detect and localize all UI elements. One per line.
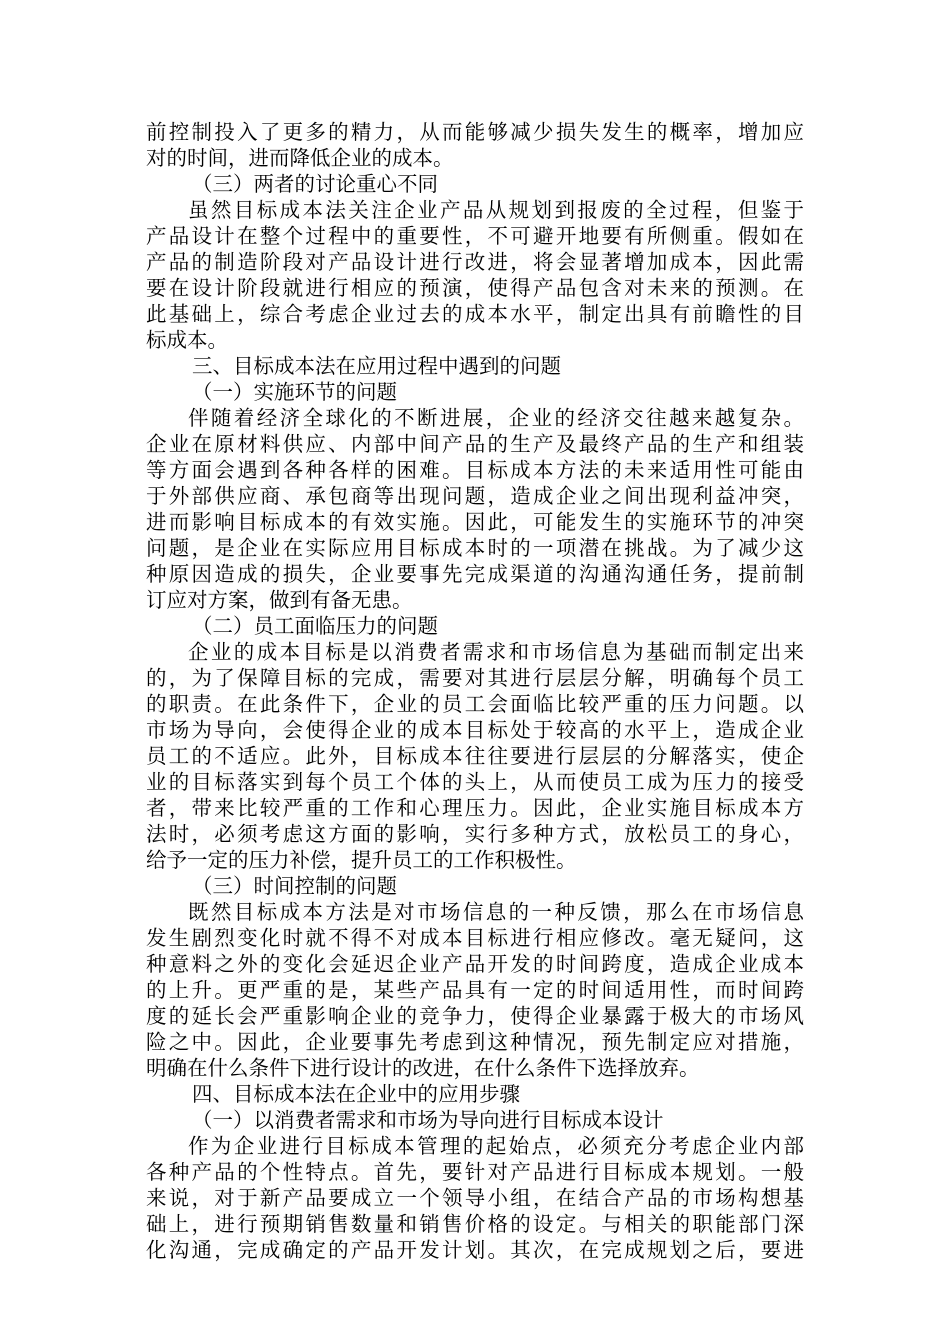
text-line: 对的时间，进而降低企业的成本。 — [146, 146, 454, 170]
text-line: 来说，对于新产品要成立一个领导小组，在结合产品的市场构想基 — [146, 1186, 804, 1210]
text-line: （二）员工面临压力的问题 — [192, 614, 438, 638]
text-line: 四、目标成本法在企业中的应用步骤 — [192, 1082, 520, 1106]
text-line: 法时，必须考虑这方面的影响，实行多种方式，放松员工的身心， — [146, 822, 804, 846]
text-line: 险之中。因此，企业要事先考虑到这种情况，预先制定应对措施， — [146, 1030, 804, 1054]
text-line: 度的延长会严重影响企业的竞争力，使得企业暴露于极大的市场风 — [146, 1004, 804, 1028]
text-line: 伴随着经济全球化的不断进展，企业的经济交往越来越复杂。 — [188, 406, 804, 430]
text-line: 此基础上，综合考虑企业过去的成本水平，制定出具有前瞻性的目 — [146, 302, 804, 326]
text-line: （一）以消费者需求和市场为导向进行目标成本设计 — [192, 1108, 664, 1132]
text-line: 的职责。在此条件下，企业的员工会面临比较严重的压力问题。以 — [146, 692, 804, 716]
text-line: 业的目标落实到每个员工个体的头上，从而使员工成为压力的接受 — [146, 770, 804, 794]
text-line: 既然目标成本方法是对市场信息的一种反馈，那么在市场信息 — [188, 900, 804, 924]
text-line: 化沟通，完成确定的产品开发计划。其次，在完成规划之后，要进 — [146, 1238, 804, 1262]
text-line: 的上升。更严重的是，某些产品具有一定的时间适用性，而时间跨 — [146, 978, 804, 1002]
text-line: 虽然目标成本法关注企业产品从规划到报废的全过程，但鉴于 — [188, 198, 804, 222]
text-line: 作为企业进行目标成本管理的起始点，必须充分考虑企业内部 — [188, 1134, 804, 1158]
text-line: 等方面会遇到各种各样的困难。目标成本方法的未来适用性可能由 — [146, 458, 804, 482]
text-line: （一）实施环节的问题 — [192, 380, 397, 404]
text-line: 种原因造成的损失，企业要事先完成渠道的沟通沟通任务，提前制 — [146, 562, 804, 586]
text-line: 的，为了保障目标的完成，需要对其进行层层分解，明确每个员工 — [146, 666, 804, 690]
text-line: 三、目标成本法在应用过程中遇到的问题 — [192, 354, 561, 378]
text-line: 订应对方案，做到有备无患。 — [146, 588, 413, 612]
text-line: 标成本。 — [146, 328, 228, 352]
text-line: 企业的成本目标是以消费者需求和市场信息为基础而制定出来 — [188, 640, 804, 664]
text-line: 前控制投入了更多的精力，从而能够减少损失发生的概率，增加应 — [146, 120, 804, 144]
text-line: 础上，进行预期销售数量和销售价格的设定。与相关的职能部门深 — [146, 1212, 804, 1236]
text-line: 问题，是企业在实际应用目标成本时的一项潜在挑战。为了减少这 — [146, 536, 804, 560]
text-line: 于外部供应商、承包商等出现问题，造成企业之间出现利益冲突， — [146, 484, 804, 508]
text-line: 各种产品的个性特点。首先，要针对产品进行目标成本规划。一般 — [146, 1160, 804, 1184]
text-line: （三）两者的讨论重心不同 — [192, 172, 438, 196]
text-line: 员工的不适应。此外，目标成本往往要进行层层的分解落实，使企 — [146, 744, 804, 768]
text-line: 种意料之外的变化会延迟企业产品开发的时间跨度，造成企业成本 — [146, 952, 804, 976]
document-body — [146, 119, 804, 1263]
text-line: 明确在什么条件下进行设计的改进，在什么条件下选择放弃。 — [146, 1056, 700, 1080]
text-line: 要在设计阶段就进行相应的预演，使得产品包含对未来的预测。在 — [146, 276, 804, 300]
text-line: 给予一定的压力补偿，提升员工的工作积极性。 — [146, 848, 577, 872]
text-line: 发生剧烈变化时就不得不对成本目标进行相应修改。毫无疑问，这 — [146, 926, 804, 950]
text-line: 产品的制造阶段对产品设计进行改进，将会显著增加成本，因此需 — [146, 250, 804, 274]
text-line: （三）时间控制的问题 — [192, 874, 397, 898]
text-line: 进而影响目标成本的有效实施。因此，可能发生的实施环节的冲突 — [146, 510, 804, 534]
text-line: 企业在原材料供应、内部中间产品的生产及最终产品的生产和组装 — [146, 432, 804, 456]
text-line: 产品设计在整个过程中的重要性，不可避开地要有所侧重。假如在 — [146, 224, 804, 248]
text-line: 者，带来比较严重的工作和心理压力。因此，企业实施目标成本方 — [146, 796, 804, 820]
text-line: 市场为导向，会使得企业的成本目标处于较高的水平上，造成企业 — [146, 718, 804, 742]
